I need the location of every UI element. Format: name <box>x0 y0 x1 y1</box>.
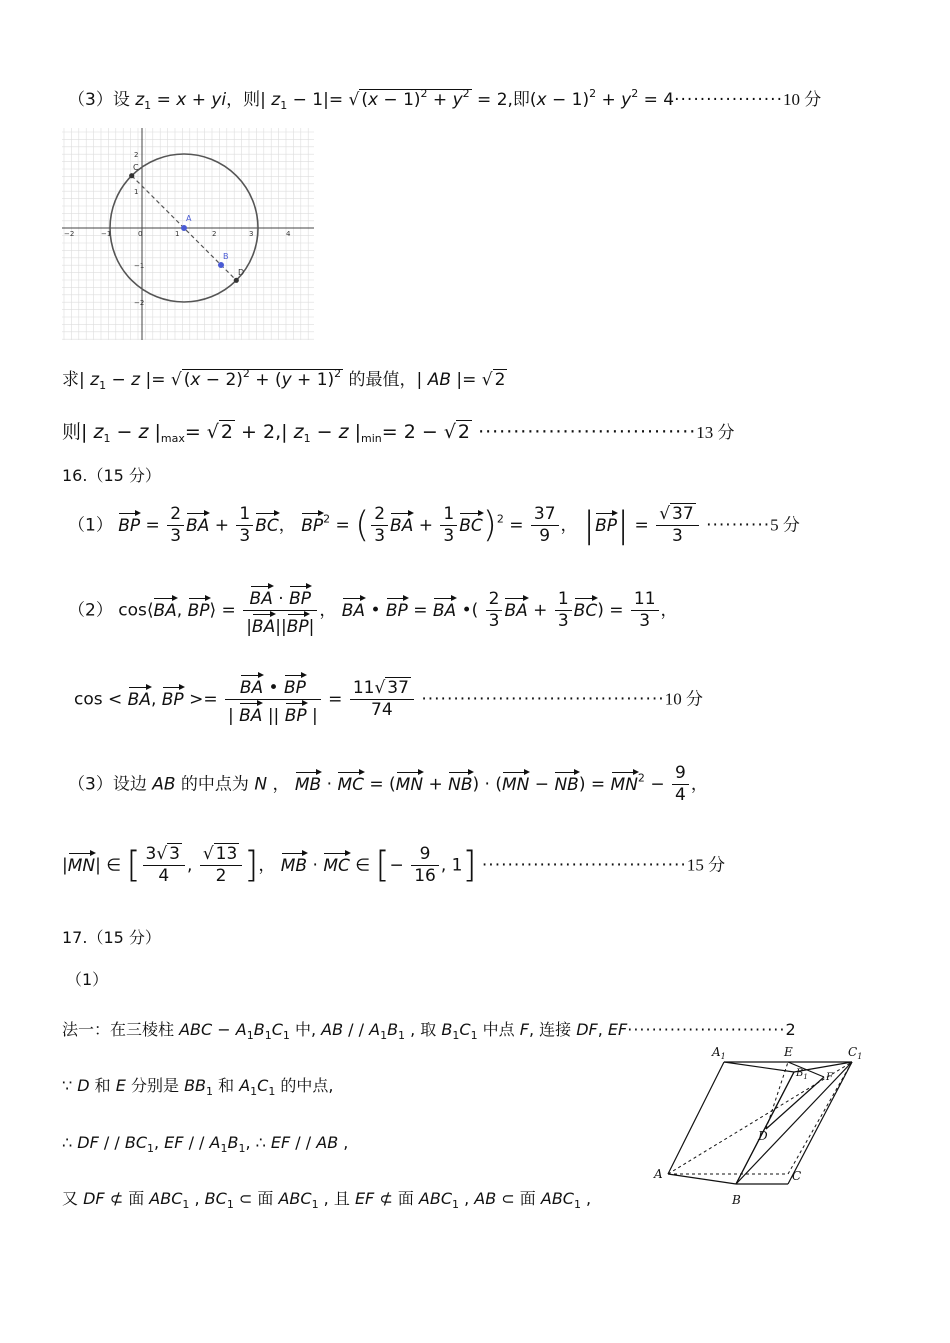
q16-part3-line1: （3）设边 AB 的中点为 N ， MB · MC = $(MN + NB) \cdot (MN - NB) = MN^2$ − $\frac{9}{4}$ ， <box>68 763 708 805</box>
q16-part2-line2: cos < BA, BP >= $\frac{BA • BP}{| BA || BP |}$ = $\frac{11√ 37}{74}$ ······································10 分 <box>74 674 703 725</box>
point-D <box>234 278 239 283</box>
point-B <box>218 262 224 268</box>
q15-max-line1: 求| $z_1 - z$ |= √ $(x - 2)^2 + (y + 1)^2$ 的最值，| AB |= √ 2 <box>62 367 506 392</box>
svg-text:C: C <box>792 1169 802 1183</box>
score-label: 5 分 <box>770 515 800 535</box>
y-tick-label: −1 <box>134 262 145 270</box>
score-label: 10 分 <box>664 689 703 709</box>
q17-line3: ∴ DF / / $BC_1$, EF / / $A_1B_1$, ∴ EF / / AB , <box>62 1133 349 1155</box>
q17-method1: 法一：在三棱柱 ABC − $A_1B_1C_1$ 中, AB / / $A_1B_1$ , 取 $B_1C_1$ 中点 F, 连接 DF, EF··························2 <box>62 1020 796 1042</box>
x-tick-label: −2 <box>64 230 75 238</box>
svg-text:D: D <box>238 268 245 277</box>
prism-figure <box>648 1044 868 1214</box>
y-tick-label: 2 <box>134 151 139 159</box>
q17-part1: （1） <box>66 970 109 989</box>
svg-text:B: B <box>732 1193 741 1207</box>
q17-line2: ∵ D 和 E 分别是 $BB_1$ 和 $A_1C_1$ 的中点, <box>62 1076 334 1098</box>
x-tick-label: 4 <box>286 230 291 238</box>
svg-text:D: D <box>758 1129 768 1143</box>
score-label: 15 分 <box>686 855 726 875</box>
svg-text:A: A <box>186 214 192 223</box>
q15-part3-line: （3）设 $z_1 = x$ + yi，则| $z_1 - 1|=$ √ $(x - 1)^2 + y^2 = 2$,即$(x - 1)^2 + y^2 = 4\cdot\cdot\cdot\cdot\cdot\cdot\cdot\cdot\cdot\cdot\cdot\cdot\cdot\cdot\cdot\cdot\cdot 10$ 分 <box>68 87 822 112</box>
score-label: 10 分 <box>782 90 822 109</box>
svg-text:A: A <box>654 1167 663 1181</box>
x-tick-label: 0 <box>138 230 143 238</box>
q16-header: 16.（15 分） <box>62 466 161 485</box>
y-tick-label: 1 <box>134 188 139 196</box>
svg-text:E: E <box>784 1045 793 1059</box>
q16-part1: （1） BP = $\frac{2}{3}$ BA + $\frac{1}{3}$ BC， $BP^2$ = ( $\frac{2}{3}$ BA + $\frac{1}{3}$ BC)$^2$ = $\frac{37}{9}$ ， |BP| = $\frac{√ 37}{3}$ ··········5 分 <box>68 504 800 546</box>
svg-text:B: B <box>223 252 229 261</box>
q17-header: 17.（15 分） <box>62 928 161 947</box>
point-C <box>129 173 134 178</box>
q16-part2-line1: （2） cos⟨BA, BP⟩ = $\frac{BA \cdot BP}{|BA||BP|}$ ， BA • BP = BA •( $\frac{2}{3}$ BA + $\frac{1}{3}$ BC) = $\frac{11}{3}$ ， <box>68 585 678 636</box>
score-label: 13 分 <box>696 423 735 442</box>
q15-max-line2: 则| $z_1 - z$ $|_{max}=$ √ 2 + 2,| $z_1 - z$ $|_{min}= 2$ − √ 2 ·······························13 分 <box>62 421 735 445</box>
svg-text:C: C <box>133 163 139 172</box>
x-tick-label: 2 <box>212 230 217 238</box>
q17-line4: 又 DF ⊄ 面 $ABC_1$ , $BC_1$ ⊂ 面 $ABC_1$ , 且 EF ⊄ 面 $ABC_1$ , AB ⊂ 面 $ABC_1$ , <box>62 1189 592 1211</box>
svg-text:A1: $A_1$ <box>712 1045 726 1061</box>
y-tick-label: −2 <box>134 299 145 307</box>
svg-text:F: F <box>826 1072 833 1083</box>
x-tick-label: 3 <box>249 230 254 238</box>
x-tick-label: −1 <box>101 230 112 238</box>
svg-text:B1: $B_1$ <box>796 1068 808 1081</box>
score-label: 2 <box>785 1020 796 1039</box>
point-A <box>181 225 187 231</box>
q16-part3-line2: |MN| ∈ [ $\frac{3√ 3}{4}$ , $\frac{√ 13}{2}$ ]， MB · MC ∈ [− $\frac{9}{16}$ , 1] ································15 分 <box>62 844 726 886</box>
x-tick-label: 1 <box>175 230 180 238</box>
svg-text:C1: $C_1$ <box>848 1045 863 1061</box>
circle-graph <box>62 128 314 340</box>
